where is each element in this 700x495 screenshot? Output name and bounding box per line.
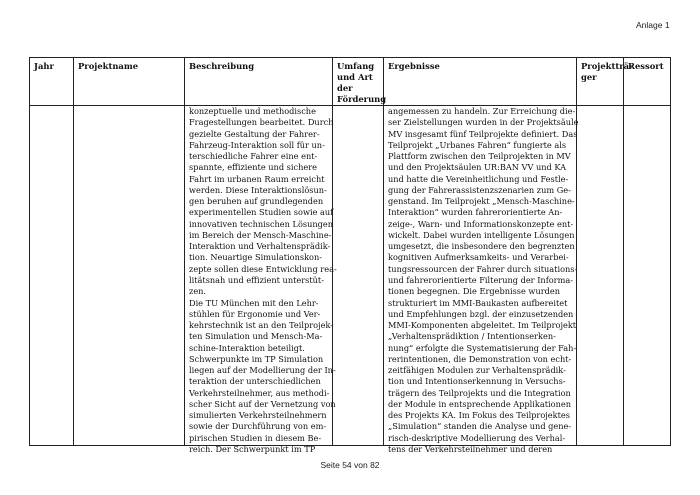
description-line: gen beruhen auf grundlegenden: [189, 196, 324, 207]
cell-sponsor: [577, 106, 624, 446]
description-line: konzeptuelle und methodische: [189, 106, 316, 116]
description-line: Interaktion und Verhaltensprädik-: [189, 241, 331, 252]
results-line: genstand. Im Teilprojekt „Mensch-Maschine-: [388, 196, 575, 207]
description-line: tion. Neuartige Simulationskon-: [189, 252, 322, 263]
results-line: tion und Intentionserkennung in Versuchs-: [388, 376, 566, 387]
results-line: nung“ erfolgte die Systematisierung der Fah-: [388, 342, 577, 353]
description-line: zepte sollen diese Entwicklung rea-: [189, 263, 337, 274]
description-text: [185, 106, 337, 454]
cell-project-name: [74, 106, 185, 446]
description-line: Fahrzeug-Interaktion soll für un-: [189, 139, 325, 150]
description-line: Fragestellungen bearbeitet. Durch: [189, 117, 334, 128]
description-line: schine-Interaktion beteiligt.: [189, 342, 305, 353]
description-line: Schwerpunkte im TP Simulation: [189, 353, 324, 364]
results-line: und den Projektsäulen UR:BAN VV und KA: [388, 162, 567, 173]
results-line: trägern des Teilprojekts und die Integration: [388, 387, 571, 398]
results-line: tionen begegnen. Die Ergebnisse wurden: [388, 286, 560, 297]
results-line: und Empfehlungen bzgl. der einzusetzenden: [388, 308, 574, 319]
results-line: zeige-, Warn- und Informationskonzepte ent-: [388, 218, 574, 229]
header-row: [30, 58, 671, 106]
results-line: Plattform zwischen den Teilprojekten in MV: [388, 151, 571, 162]
col-header-description: Beschreibung: [185, 58, 333, 106]
description-line: sowie der Durchführung von em-: [189, 421, 327, 432]
col-header-project-name: Projektname: [74, 58, 185, 106]
cell-year: [30, 106, 74, 446]
results-line: „Verhaltensprädiktion / Intentionserken-: [388, 331, 556, 342]
col-header-department: Ressort: [624, 58, 671, 106]
results-line: ser Zielstellungen wurden in der Projektsäule: [388, 117, 579, 128]
col-header-sponsor: Projektträ- ger: [577, 58, 624, 106]
results-line: MV insgesamt fünf Teilprojekte definiert. Das: [388, 128, 578, 139]
col-header-results: Ergebnisse: [384, 58, 577, 106]
description-line: kehrstechnik ist an den Teilprojek-: [189, 320, 334, 331]
description-line: Die TU München mit den Lehr-: [189, 297, 319, 308]
results-line: „Simulation“ standen die Analyse und gene-: [388, 421, 572, 432]
col-header-scope: Umfang und Art der Förderung: [333, 58, 384, 106]
description-line: teraktion der unterschiedlichen: [189, 376, 321, 387]
results-line: Interaktion“ wurden fahrerorientierte An-: [388, 207, 563, 218]
col-header-year: Jahr: [30, 58, 74, 106]
results-line: rerintentionen, die Demonstration von echt-: [388, 353, 572, 364]
results-line: der Module in entsprechende Applikationen: [388, 398, 571, 409]
description-line: innovativen technischen Lösungen: [189, 218, 333, 229]
description-line: ten Simulation und Mensch-Ma-: [189, 331, 323, 342]
description-line: Verkehrsteilnehmer, aus methodi-: [189, 387, 330, 398]
cell-department: [624, 106, 671, 446]
results-line: und hatte die Vereinheitlichung und Festle-: [388, 173, 569, 184]
description-line: gezielte Gestaltung der Fahrer-: [189, 128, 320, 139]
annex-label: Anlage 1: [636, 20, 670, 30]
description-line: terschiedliche Fahrer eine ent-: [189, 151, 318, 162]
table-row: [30, 106, 671, 446]
results-line: zeitfähigen Modulen zur Verhaltensprädik-: [388, 365, 566, 376]
results-line: gung der Fahrerassistenzszenarien zum Ge-: [388, 184, 571, 195]
cell-description: [185, 106, 337, 454]
results-line: MMI-Komponenten abgeleitet. Im Teilprojekt: [388, 320, 577, 331]
description-line: Fahrt im urbanen Raum erreicht: [189, 173, 325, 184]
description-line: scher Sicht auf der Vernetzung von: [189, 398, 336, 409]
results-line: risch-deskriptive Modellierung des Verhal-: [388, 432, 566, 443]
cell-scope: [333, 106, 384, 446]
description-line: spannte, effiziente und sichere: [189, 162, 317, 173]
results-line: des Projekts KA. Im Fokus des Teilprojektes: [388, 410, 570, 421]
results-line: strukturiert im MMI-Baukasten aufbereitet: [388, 297, 568, 308]
description-line: im Bereich der Mensch-Maschine-: [189, 229, 332, 240]
results-line: tens der Verkehrsteilnehmer und deren: [388, 443, 553, 454]
results-line: angemessen zu handeln. Zur Erreichung die-: [388, 106, 576, 116]
results-line: und fahrerorientierte Filterung der Informa-: [388, 274, 573, 285]
project-table: [29, 57, 671, 454]
description-line: litätsnah und effizient unterstüt-: [189, 274, 324, 285]
description-line: reich. Der Schwerpunkt im TP: [189, 443, 316, 454]
results-line: umgesetzt, die insbesondere den begrenzten: [388, 241, 575, 252]
cell-results: [384, 106, 579, 454]
description-line: liegen auf der Modellierung der In-: [189, 365, 336, 376]
description-line: stühlen für Ergonomie und Ver-: [189, 308, 321, 319]
description-line: werden. Diese Interaktionslösun-: [189, 184, 327, 195]
results-line: kognitiven Aufmerksamkeits- und Verarbei-: [388, 252, 569, 263]
results-line: wickelt. Dabei wurden intelligente Lösungen: [388, 229, 575, 240]
results-text: [384, 106, 579, 454]
description-line: experimentellen Studien sowie auf: [189, 207, 334, 218]
description-line: simulierten Verkehrsteilnehmern: [189, 410, 327, 421]
results-line: tungsressourcen der Fahrer durch situations-: [388, 263, 578, 274]
description-line: zen.: [189, 286, 207, 297]
page-number: Seite 54 von 82: [320, 460, 380, 470]
results-line: Teilprojekt „Urbanes Fahren“ fungierte als: [388, 139, 567, 150]
description-line: pirischen Studien in diesem Be-: [189, 432, 322, 443]
